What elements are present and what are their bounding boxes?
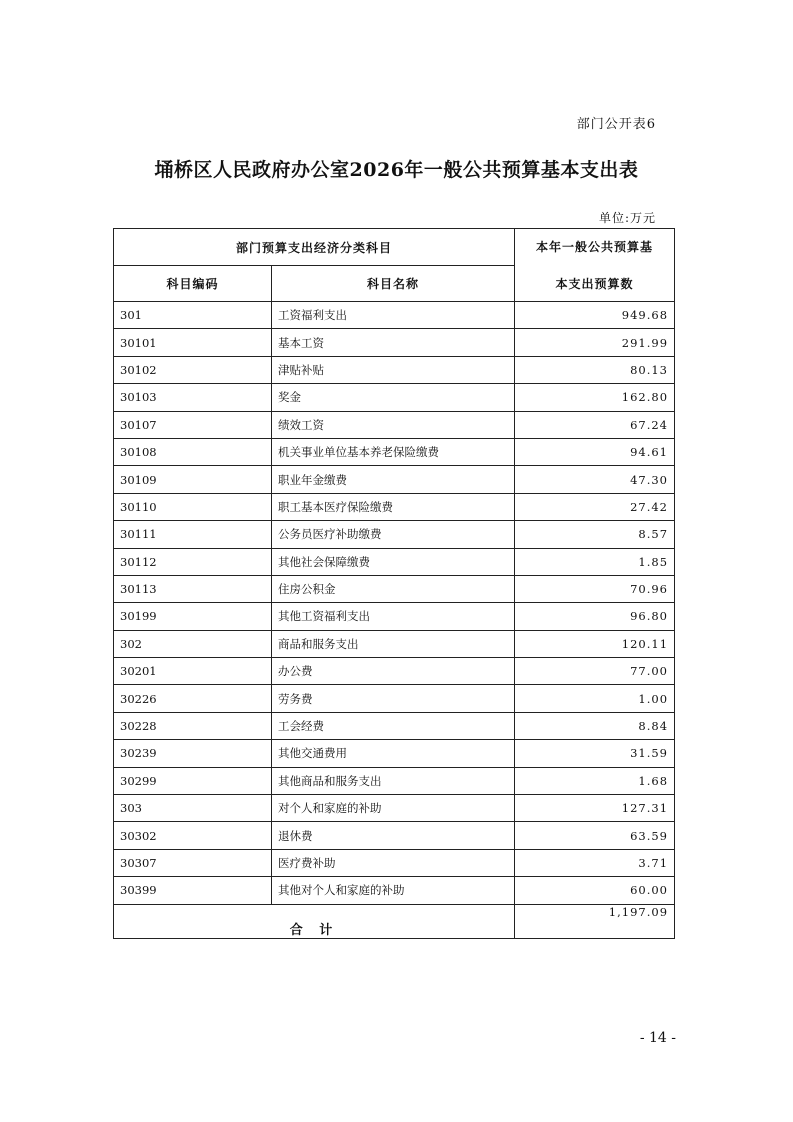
code-cell: 303 bbox=[114, 795, 272, 822]
amount-cell: 1.00 bbox=[515, 685, 675, 712]
table-row bbox=[114, 795, 675, 822]
name-cell: 其他对个人和家庭的补助 bbox=[272, 877, 515, 904]
name-cell: 职工基本医疗保险缴费 bbox=[272, 493, 515, 520]
name-column-header: 科目名称 bbox=[272, 266, 515, 302]
code-cell: 30302 bbox=[114, 822, 272, 849]
name-cell: 对个人和家庭的补助 bbox=[272, 795, 515, 822]
table-row bbox=[114, 712, 675, 739]
name-cell: 公务员医疗补助缴费 bbox=[272, 521, 515, 548]
amount-cell: 1.85 bbox=[515, 548, 675, 575]
amount-cell: 949.68 bbox=[515, 302, 675, 329]
amount-header bbox=[515, 229, 675, 302]
amount-cell: 47.30 bbox=[515, 466, 675, 493]
name-cell: 住房公积金 bbox=[272, 575, 515, 602]
table-row bbox=[114, 521, 675, 548]
table-row bbox=[114, 411, 675, 438]
name-cell: 其他工资福利支出 bbox=[272, 603, 515, 630]
table-number-label: 部门公开表6 bbox=[576, 117, 656, 132]
code-cell: 30109 bbox=[114, 466, 272, 493]
amount-header-line1: 本年一般公共预算基 bbox=[536, 240, 654, 254]
table-row bbox=[114, 329, 675, 356]
group-header: 部门预算支出经济分类科目 bbox=[114, 229, 515, 266]
code-cell: 30110 bbox=[114, 493, 272, 520]
table-row bbox=[114, 548, 675, 575]
table-row bbox=[114, 603, 675, 630]
budget-table bbox=[113, 228, 675, 939]
table-row bbox=[114, 493, 675, 520]
amount-cell: 94.61 bbox=[515, 438, 675, 465]
total-label: 合 计 bbox=[114, 904, 515, 938]
table-row bbox=[114, 438, 675, 465]
name-cell: 工资福利支出 bbox=[272, 302, 515, 329]
code-cell: 30399 bbox=[114, 877, 272, 904]
code-cell: 30199 bbox=[114, 603, 272, 630]
code-cell: 30111 bbox=[114, 521, 272, 548]
table-row bbox=[114, 849, 675, 876]
code-cell: 30228 bbox=[114, 712, 272, 739]
name-cell: 基本工资 bbox=[272, 329, 515, 356]
name-cell: 退休费 bbox=[272, 822, 515, 849]
code-column-header: 科目编码 bbox=[114, 266, 272, 302]
page-title: 埇桥区人民政府办公室2026年一般公共预算基本支出表 bbox=[154, 159, 639, 181]
code-cell: 30201 bbox=[114, 658, 272, 685]
amount-cell: 96.80 bbox=[515, 603, 675, 630]
code-cell: 30226 bbox=[114, 685, 272, 712]
amount-cell: 80.13 bbox=[515, 356, 675, 383]
name-cell: 办公费 bbox=[272, 658, 515, 685]
amount-cell: 8.57 bbox=[515, 521, 675, 548]
table-row bbox=[114, 302, 675, 329]
table-row bbox=[114, 356, 675, 383]
amount-cell: 3.71 bbox=[515, 849, 675, 876]
table-row bbox=[114, 767, 675, 794]
amount-cell: 27.42 bbox=[515, 493, 675, 520]
code-cell: 30107 bbox=[114, 411, 272, 438]
amount-cell: 1.68 bbox=[515, 767, 675, 794]
code-cell: 30239 bbox=[114, 740, 272, 767]
code-cell: 30102 bbox=[114, 356, 272, 383]
name-cell: 职业年金缴费 bbox=[272, 466, 515, 493]
table-row bbox=[114, 740, 675, 767]
table-row bbox=[114, 575, 675, 602]
amount-cell: 77.00 bbox=[515, 658, 675, 685]
table-body bbox=[114, 302, 675, 905]
table-row bbox=[114, 685, 675, 712]
amount-cell: 127.31 bbox=[515, 795, 675, 822]
name-cell: 其他商品和服务支出 bbox=[272, 767, 515, 794]
table-row bbox=[114, 384, 675, 411]
code-cell: 30108 bbox=[114, 438, 272, 465]
code-cell: 302 bbox=[114, 630, 272, 657]
amount-cell: 31.59 bbox=[515, 740, 675, 767]
total-amount: 1,197.09 bbox=[515, 904, 675, 938]
name-cell: 医疗费补助 bbox=[272, 849, 515, 876]
amount-cell: 8.84 bbox=[515, 712, 675, 739]
code-cell: 30299 bbox=[114, 767, 272, 794]
name-cell: 其他交通费用 bbox=[272, 740, 515, 767]
name-cell: 奖金 bbox=[272, 384, 515, 411]
amount-cell: 67.24 bbox=[515, 411, 675, 438]
amount-cell: 291.99 bbox=[515, 329, 675, 356]
amount-cell: 63.59 bbox=[515, 822, 675, 849]
amount-cell: 162.80 bbox=[515, 384, 675, 411]
name-cell: 商品和服务支出 bbox=[272, 630, 515, 657]
table-row bbox=[114, 658, 675, 685]
table-row bbox=[114, 822, 675, 849]
code-cell: 301 bbox=[114, 302, 272, 329]
name-cell: 劳务费 bbox=[272, 685, 515, 712]
name-cell: 其他社会保障缴费 bbox=[272, 548, 515, 575]
code-cell: 30112 bbox=[114, 548, 272, 575]
name-cell: 津贴补贴 bbox=[272, 356, 515, 383]
name-cell: 绩效工资 bbox=[272, 411, 515, 438]
unit-label: 单位:万元 bbox=[598, 211, 656, 225]
code-cell: 30307 bbox=[114, 849, 272, 876]
table-row bbox=[114, 630, 675, 657]
amount-cell: 120.11 bbox=[515, 630, 675, 657]
page-number: - 14 - bbox=[639, 1030, 676, 1046]
name-cell: 工会经费 bbox=[272, 712, 515, 739]
amount-cell: 60.00 bbox=[515, 877, 675, 904]
code-cell: 30113 bbox=[114, 575, 272, 602]
amount-cell: 70.96 bbox=[515, 575, 675, 602]
table-row bbox=[114, 877, 675, 904]
amount-header-line2: 本支出预算数 bbox=[555, 277, 634, 291]
name-cell: 机关事业单位基本养老保险缴费 bbox=[272, 438, 515, 465]
code-cell: 30103 bbox=[114, 384, 272, 411]
total-row bbox=[114, 904, 675, 938]
table-row bbox=[114, 466, 675, 493]
code-cell: 30101 bbox=[114, 329, 272, 356]
